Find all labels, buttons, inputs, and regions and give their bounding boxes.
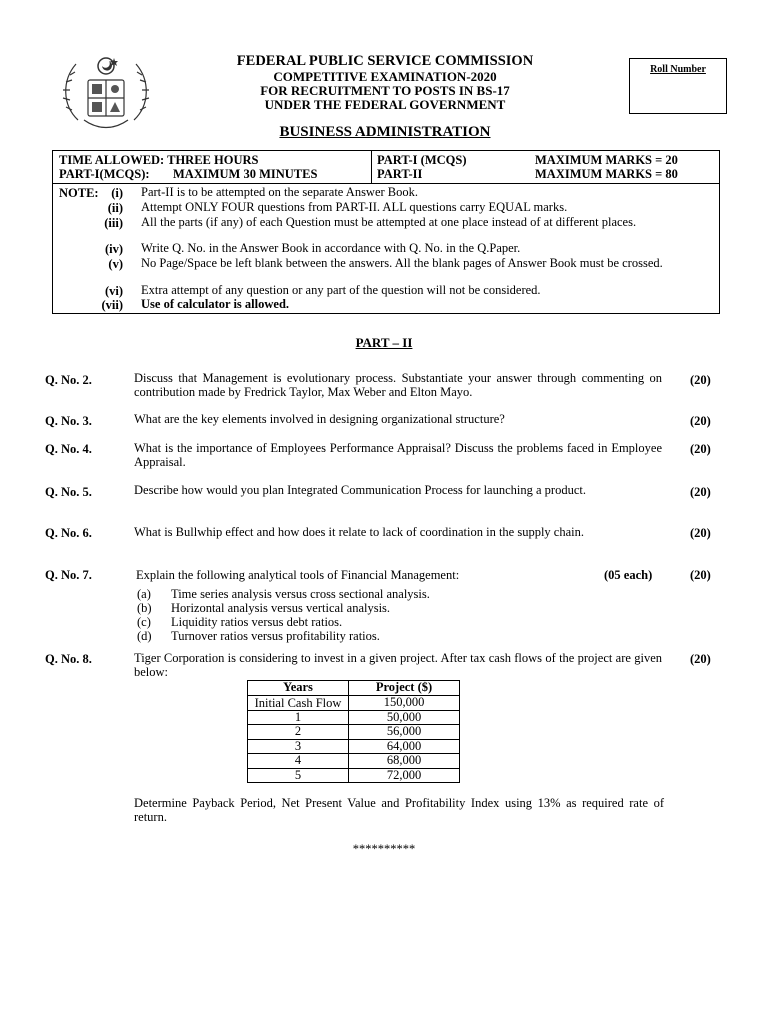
question-marks: (20) <box>690 568 711 582</box>
question-text: What are the key elements involved in designing organizational structure? <box>134 412 505 426</box>
part1-label: PART-I (MCQS) <box>377 153 467 167</box>
table-row: 1 50,000 <box>248 710 460 725</box>
subpart-text: Time series analysis versus cross sectional analysis. <box>171 587 430 601</box>
table-row: 2 56,000 <box>248 725 460 740</box>
question-text: Tiger Corporation is considering to invest in a given project. After tax cash flows of the project are given below: <box>134 651 662 679</box>
subpart-text: Horizontal analysis versus vertical analysis. <box>171 601 391 615</box>
question-label: Q. No. 3. <box>45 414 92 428</box>
question-text: What is the importance of Employees Performance Appraisal? Discuss the problems faced in Employee Appraisal. <box>134 441 662 469</box>
roll-number-label: Roll Number <box>650 64 706 75</box>
question-marks: (20) <box>690 526 711 540</box>
table-row: 4 68,000 <box>248 754 460 769</box>
government-line: UNDER THE FEDERAL GOVERNMENT <box>264 97 506 112</box>
exam-info-box: TIME ALLOWED: THREE HOURS PART-I(MCQS): MAXIMUM 30 MINUTES PART-I (MCQS) PART-II MAXIMUM MARKS = 20 MAXIMUM MARKS = 80 NOTE: (i) Part-II is to be attempted on the separate Answer Book. (ii) Attempt ONLY FOUR questions from PART-II. ALL questions carry EQUAL marks. (iii) All the parts (if any) of each Question must be attempted at one place instead of at different places. (iv) Write Q. No. in the Answer Book in accordance with Q. No. in the Q.Paper. (v) No Page/Space be left blank between the answers. All the blank pages of Answer Book must be crossed. (vi) Extra attempt of any question or any part of the question will not be considered. (vii) Use of calculator is allowed. <box>52 150 720 314</box>
subject-title: BUSINESS ADMINISTRATION <box>279 124 491 140</box>
question-label: Q. No. 2. <box>45 373 92 387</box>
question-label: Q. No. 8. <box>45 652 92 666</box>
question-each-marks: (05 each) <box>604 568 653 582</box>
part1-time-label: PART-I(MCQS): <box>59 167 150 181</box>
subpart-text: Liquidity ratios versus debt ratios. <box>171 615 343 629</box>
table-row: 3 64,000 <box>248 739 460 754</box>
question-marks: (20) <box>690 373 711 387</box>
fpsc-emblem-icon <box>58 50 154 132</box>
part-title: PART – II <box>355 335 413 350</box>
question-marks: (20) <box>690 414 711 428</box>
question-marks: (20) <box>690 652 711 666</box>
roll-number-box[interactable] <box>629 58 727 114</box>
subpart-text: Turnover ratios versus profitability ratios. <box>171 629 380 643</box>
table-header-project: Project ($) <box>349 681 460 696</box>
subpart-label: (d) <box>137 629 152 643</box>
table-row: 5 72,000 <box>248 768 460 783</box>
exam-title: COMPETITIVE EXAMINATION-2020 <box>273 69 497 84</box>
question-label: Q. No. 7. <box>45 568 92 582</box>
table-row: Initial Cash Flow 150,000 <box>248 695 460 710</box>
note-title: NOTE: <box>59 186 99 200</box>
commission-title: FEDERAL PUBLIC SERVICE COMMISSION <box>236 53 534 69</box>
part2-label: PART-II <box>377 167 423 181</box>
part1-marks: MAXIMUM MARKS = 20 <box>535 153 678 167</box>
part1-time-value: MAXIMUM 30 MINUTES <box>173 167 318 181</box>
question-label: Q. No. 6. <box>45 526 92 540</box>
subpart-label: (b) <box>137 601 152 615</box>
subpart-label: (c) <box>137 615 151 629</box>
part2-marks: MAXIMUM MARKS = 80 <box>535 167 678 181</box>
question-text: Describe how would you plan Integrated Communication Process for launching a product. <box>134 483 586 497</box>
end-marker: ********** <box>352 842 416 856</box>
question-text: What is Bullwhip effect and how does it relate to lack of coordination in the supply chain. <box>134 525 584 539</box>
question-followup: Determine Payback Period, Net Present Value and Profitability Index using 13% as required rate of return. <box>134 796 664 824</box>
question-marks: (20) <box>690 442 711 456</box>
time-allowed: TIME ALLOWED: THREE HOURS <box>59 153 259 167</box>
question-label: Q. No. 5. <box>45 485 92 499</box>
recruitment-line: FOR RECRUITMENT TO POSTS IN BS-17 <box>260 83 510 98</box>
cash-flow-table <box>247 680 460 783</box>
question-marks: (20) <box>690 485 711 499</box>
subpart-label: (a) <box>137 587 151 601</box>
table-header-row <box>248 681 460 696</box>
table-header-years: Years <box>248 681 349 696</box>
question-text: Discuss that Management is evolutionary process. Substantiate your answer through commenting on contribution made by Fredrick Taylor, Max Weber and Elton Mayo. <box>134 371 662 399</box>
question-text: Explain the following analytical tools of Financial Management: <box>136 568 460 582</box>
question-label: Q. No. 4. <box>45 442 92 456</box>
time-marks-row <box>53 151 719 184</box>
